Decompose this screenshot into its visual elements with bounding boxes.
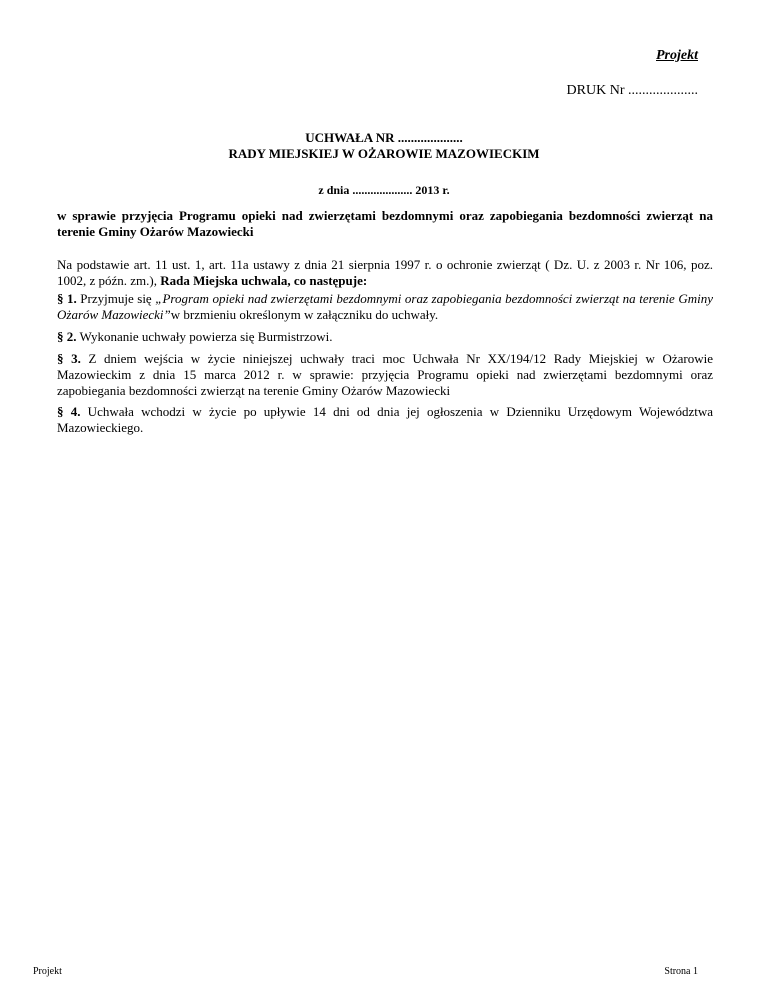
page-number: Strona 1 [664, 966, 698, 977]
paragraph-number: § 3. [57, 351, 81, 366]
program-title: „Program opieki nad zwierzętami bezdomnymi oraz zapobiegania bezdomności zwierząt na terenie Gminy Ożarów Mazowiecki” [57, 291, 713, 322]
paragraph-text: Przyjmuje się [76, 291, 156, 306]
paragraph-text: Wykonanie uchwały powierza się Burmistrzowi. [76, 329, 333, 344]
paragraph-4 [57, 404, 713, 436]
paragraph-number: § 2. [57, 329, 77, 344]
footer-label: Projekt [33, 966, 62, 977]
paragraph-1 [57, 291, 713, 323]
legal-basis-text: Na podstawie art. 11 ust. 1, art. 11a ustawy z dnia 21 sierpnia 1997 r. o ochronie zwierząt ( Dz. U. z 2003 r. Nr 106, poz. 1002, z późn. zm.), [57, 257, 713, 288]
druk-number: DRUK Nr .................... [566, 83, 698, 98]
resolution-number: UCHWAŁA NR .................... [305, 130, 463, 145]
legal-basis-bold: Rada Miejska uchwala, co następuje: [160, 273, 368, 288]
legal-basis [57, 257, 713, 289]
resolution-title [0, 130, 768, 162]
resolution-date: z dnia .................... 2013 r. [318, 183, 450, 197]
paragraph-number: § 4. [57, 404, 81, 419]
paragraph-3 [57, 351, 713, 399]
council-name: RADY MIEJSKIEJ W OŻAROWIE MAZOWIECKIM [228, 146, 540, 161]
paragraph-text: Uchwała wchodzi w życie po upływie 14 dni od dnia jej ogłoszenia w Dzienniku Urzędowym Województwa Mazowieckiego. [57, 404, 713, 435]
resolution-subject: w sprawie przyjęcia Programu opieki nad zwierzętami bezdomnymi oraz zapobiegania bezdomności zwierząt na terenie Gminy Ożarów Mazowiecki [57, 208, 713, 239]
projekt-label: Projekt [656, 48, 698, 63]
paragraph-2 [57, 329, 713, 345]
paragraph-text: Z dniem wejścia w życie niniejszej uchwały traci moc Uchwała Nr XX/194/12 Rady Miejskiej w Ożarowie Mazowieckim z dnia 15 marca 2012 r. w sprawie: przyjęcia Programu opieki nad zwierzętami bezdomnymi oraz zapobiegania bezdomności zwierząt na terenie Gminy Ożarów Mazowiecki [57, 351, 713, 398]
paragraph-text: w brzmieniu określonym w załączniku do uchwały. [170, 307, 439, 322]
paragraph-number: § 1. [57, 291, 77, 306]
